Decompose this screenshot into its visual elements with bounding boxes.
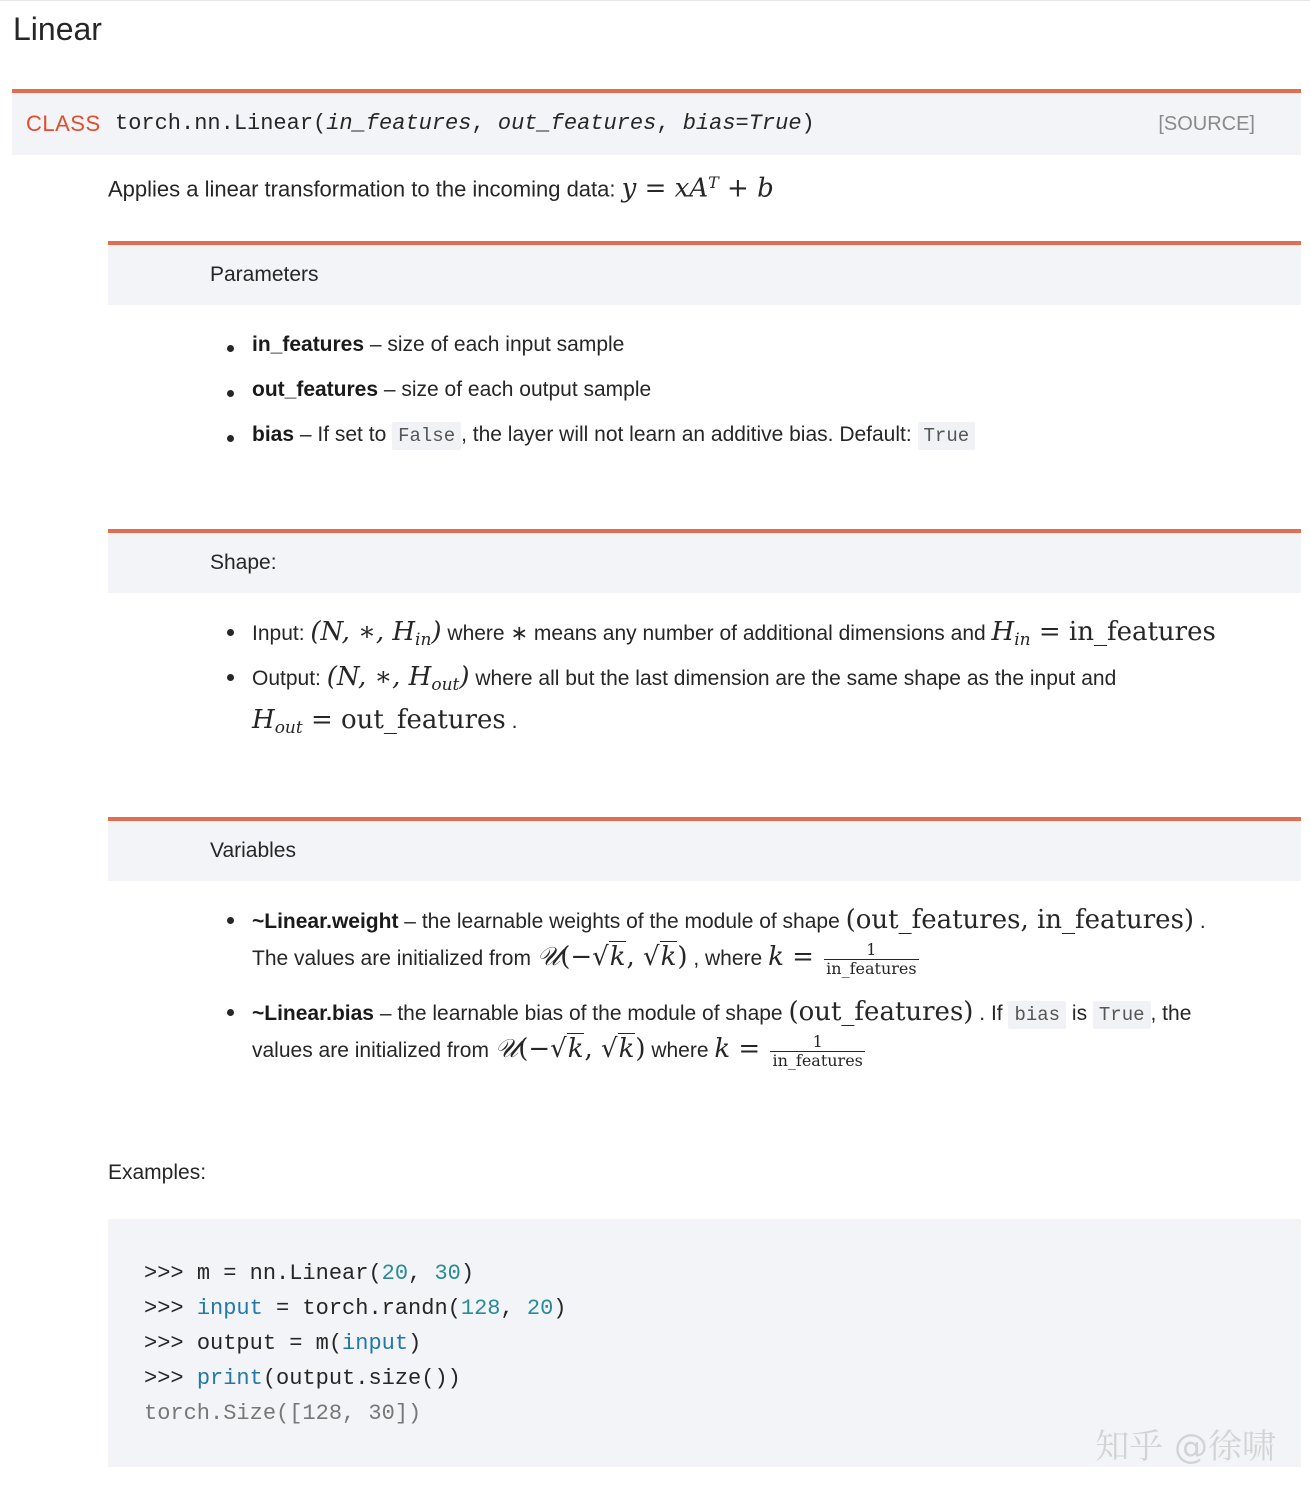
shape-header: [108, 529, 1301, 593]
code-line: >>> output = m(input): [144, 1331, 422, 1356]
list-item: ~Linear.weight – the learnable weights of the module of shape (out_features, in_features) .: [252, 905, 1206, 935]
fraction: $\frac{1}{\text{in\_features}}$: [772, 1032, 863, 1070]
examples-heading: Examples:: [108, 1161, 207, 1184]
source-link[interactable]: [SOURCE]: [1158, 113, 1255, 135]
watermark: 知乎 @徐啸: [1095, 1427, 1276, 1467]
param-in-features: in_features: [326, 111, 472, 136]
shape-heading: Shape:: [210, 551, 277, 574]
page-title: Linear: [13, 11, 102, 47]
description: Applies a linear transformation to the incoming data: $y = xA^T + b$: [108, 173, 774, 204]
class-signature-bar: [12, 89, 1301, 155]
parameters-header: [108, 241, 1301, 305]
code-output-line: torch.Size([128, 30]): [144, 1401, 422, 1426]
list-item: ~Linear.bias – the learnable bias of the module of shape (out_features) . If bias is True , the: [252, 997, 1192, 1027]
list-item: Output: (N, ∗, $H_{out}$) where all but the last dimension are the same shape as the input and: [252, 662, 1117, 696]
list-item: in_features – size of each input sample: [252, 333, 625, 356]
fraction: $\frac{1}{\text{in\_features}}$: [826, 940, 917, 978]
bias-init-line: values are initialized from 𝒰(−√k, √k) where k = $\frac{1}{\text{in\_features}}$: [252, 1032, 863, 1070]
code-line: >>> input = torch.randn(128, 20): [144, 1296, 567, 1321]
weight-init-line: The values are initialized from 𝒰(−√k, √k) , where k = $\frac{1}{\text{in\_features}}$: [252, 940, 917, 978]
class-keyword: CLASS: [26, 111, 101, 136]
parameters-heading: Parameters: [210, 263, 319, 286]
list-item: Input: (N, ∗, $H_{in}$) where ∗ means any number of additional dimensions and $H_{in}$ = in_features: [252, 617, 1216, 651]
param-bias: bias=True: [682, 111, 802, 136]
variables-heading: Variables: [210, 839, 296, 862]
code-line: >>> m = nn.Linear(20, 30): [144, 1261, 475, 1286]
shape-output-continuation: $H_{out}$ = out_features .: [252, 705, 518, 739]
code-line: >>> print(output.size()): [144, 1366, 461, 1391]
list-item: out_features – size of each output sample: [252, 378, 652, 401]
param-out-features: out_features: [497, 111, 657, 136]
list-item: bias – If set to False , the layer will not learn an additive bias. Default: True: [252, 423, 975, 447]
class-signature: torch.nn.Linear(in_features, out_features, bias=True): [115, 111, 815, 136]
variables-header: [108, 817, 1301, 881]
